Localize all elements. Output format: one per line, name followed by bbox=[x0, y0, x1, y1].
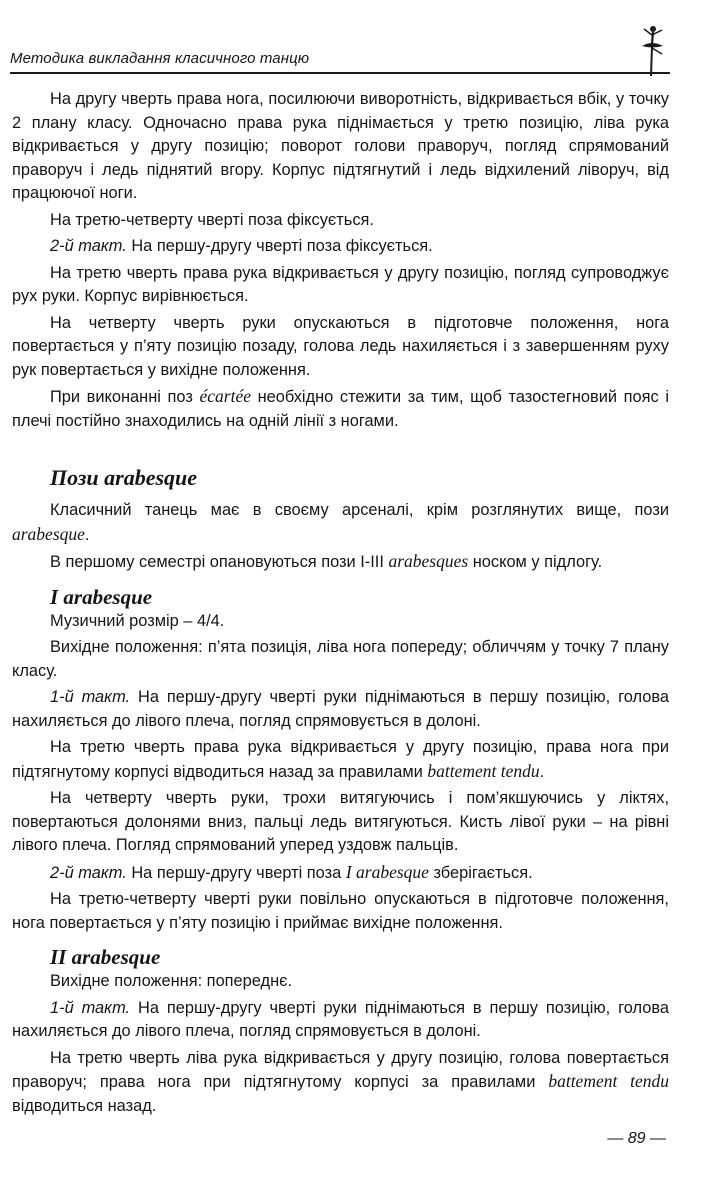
paragraph bbox=[12, 499, 669, 547]
running-header bbox=[10, 20, 670, 74]
paragraph-text: На першу-другу чверті руки піднімаються в першу позицію, голова нахиляється до лівого плеча, погляд спрямовується в долоні. bbox=[12, 998, 669, 1040]
page-body bbox=[12, 88, 669, 1121]
paragraph: На третю чверть права рука відкривається у другу позицію, погляд супроводжує рух руки. Корпус вирівнюється. bbox=[12, 263, 669, 305]
paragraph bbox=[12, 385, 669, 433]
paragraph-text: носком у підлогу. bbox=[468, 553, 603, 571]
section-heading: Пози arabesque bbox=[50, 465, 198, 490]
paragraph-text: Класичний танець має в своєму арсеналі, крім розглянутих вище, пози bbox=[50, 501, 669, 519]
french-term: arabesque bbox=[12, 523, 85, 544]
paragraph: На четверту чверть руки, трохи витягуючись і пом’якшуючись у ліктях, повертаються долонями вниз, пальці ледь витягуються. Кисть лівої руки – на рівні лівого плеча. Погляд спрямований уперед уздовж пальців. bbox=[12, 789, 669, 854]
page-number: — 89 — bbox=[607, 1130, 666, 1147]
paragraph-text: зберігається. bbox=[428, 863, 533, 882]
paragraph: Вихідне положення: попереднє. bbox=[50, 972, 293, 990]
paragraph: На другу чверть права нога, посилюючи виворотність, відкривається вбік, у точку 2 плану класу. Одночасно права рука піднімається у третю позицію, ліва рука відкривається у другу позицію; поворот голови праворуч, погляд спрямований праворуч і ледь піднятий вгору. Корпус підтягнутий і ледь відхилений ліворуч, від працюючої ноги. bbox=[12, 90, 669, 202]
paragraph-text: На першу-другу чверті поза bbox=[126, 863, 346, 882]
french-term: battement tendu bbox=[427, 760, 540, 781]
paragraph-text: В першому семестрі опановуються пози І-ІІІ bbox=[50, 553, 389, 571]
paragraph: На третю-четверту чверті поза фіксується. bbox=[50, 210, 374, 229]
paragraph bbox=[12, 686, 669, 733]
measure-label: 1-й такт. bbox=[50, 688, 131, 706]
subsection-heading: II arabesque bbox=[50, 945, 161, 969]
paragraph bbox=[12, 235, 669, 259]
paragraph-text: На третю чверть ліва рука відкривається у другу позицію, голова повертається праворуч; права нога при підтягнутому корпусі за правилами bbox=[12, 1048, 669, 1091]
paragraph bbox=[12, 1047, 669, 1119]
paragraph: Вихідне положення: п’ята позиція, ліва нога попереду; обличчям у точку 7 плану класу. bbox=[12, 638, 669, 680]
measure-label: 2-й такт. bbox=[50, 863, 127, 882]
paragraph bbox=[12, 861, 669, 886]
measure-label: 1-й такт. bbox=[50, 998, 131, 1017]
running-header-title: Методика викладання класичного танцю bbox=[10, 50, 310, 67]
french-term: I arabesque bbox=[345, 861, 429, 882]
french-term: battement tendu bbox=[548, 1071, 670, 1091]
paragraph bbox=[12, 550, 669, 575]
measure-label: 2-й такт. bbox=[50, 237, 127, 255]
subsection-heading: I arabesque bbox=[50, 584, 153, 609]
paragraph-text: відводиться назад. bbox=[12, 1096, 157, 1115]
paragraph-text: На першу-другу чверті руки піднімаються в першу позицію, голова нахиляється до лівого плеча, погляд спрямовується в долоні. bbox=[12, 688, 669, 730]
paragraph bbox=[12, 736, 669, 784]
french-term: écartée bbox=[199, 386, 251, 406]
paragraph: На четверту чверть руки опускаються в підготовче положення, нога повертається у п’яту позицію позаду, голова ледь нахиляється і з завершенням руху рук повертається у вихідне положення. bbox=[12, 313, 669, 379]
paragraph-text: На третю чверть права рука відкривається у другу позицію, права нога при підтягнутому корпусі відводиться назад за правилами bbox=[12, 738, 669, 781]
paragraph-text: . bbox=[84, 525, 90, 544]
paragraph bbox=[12, 997, 669, 1044]
french-term: arabesques bbox=[388, 551, 469, 571]
paragraph-text: необхідно стежити за тим, щоб тазостегновий пояс і плечі постійно знаходились на одній лінії з ногами. bbox=[12, 388, 669, 430]
ballerina-icon bbox=[636, 24, 666, 78]
paragraph: Музичний розмір – 4/4. bbox=[50, 611, 225, 630]
paragraph: На третю-четверту чверті руки повільно опускаються в підготовче положення, нога повертається у п’яту позицію і приймає вихідне положення. bbox=[12, 890, 669, 932]
paragraph-text: . bbox=[539, 762, 545, 781]
paragraph-text: При виконанні поз bbox=[50, 388, 200, 406]
paragraph-text: На першу-другу чверті поза фіксується. bbox=[126, 237, 433, 255]
